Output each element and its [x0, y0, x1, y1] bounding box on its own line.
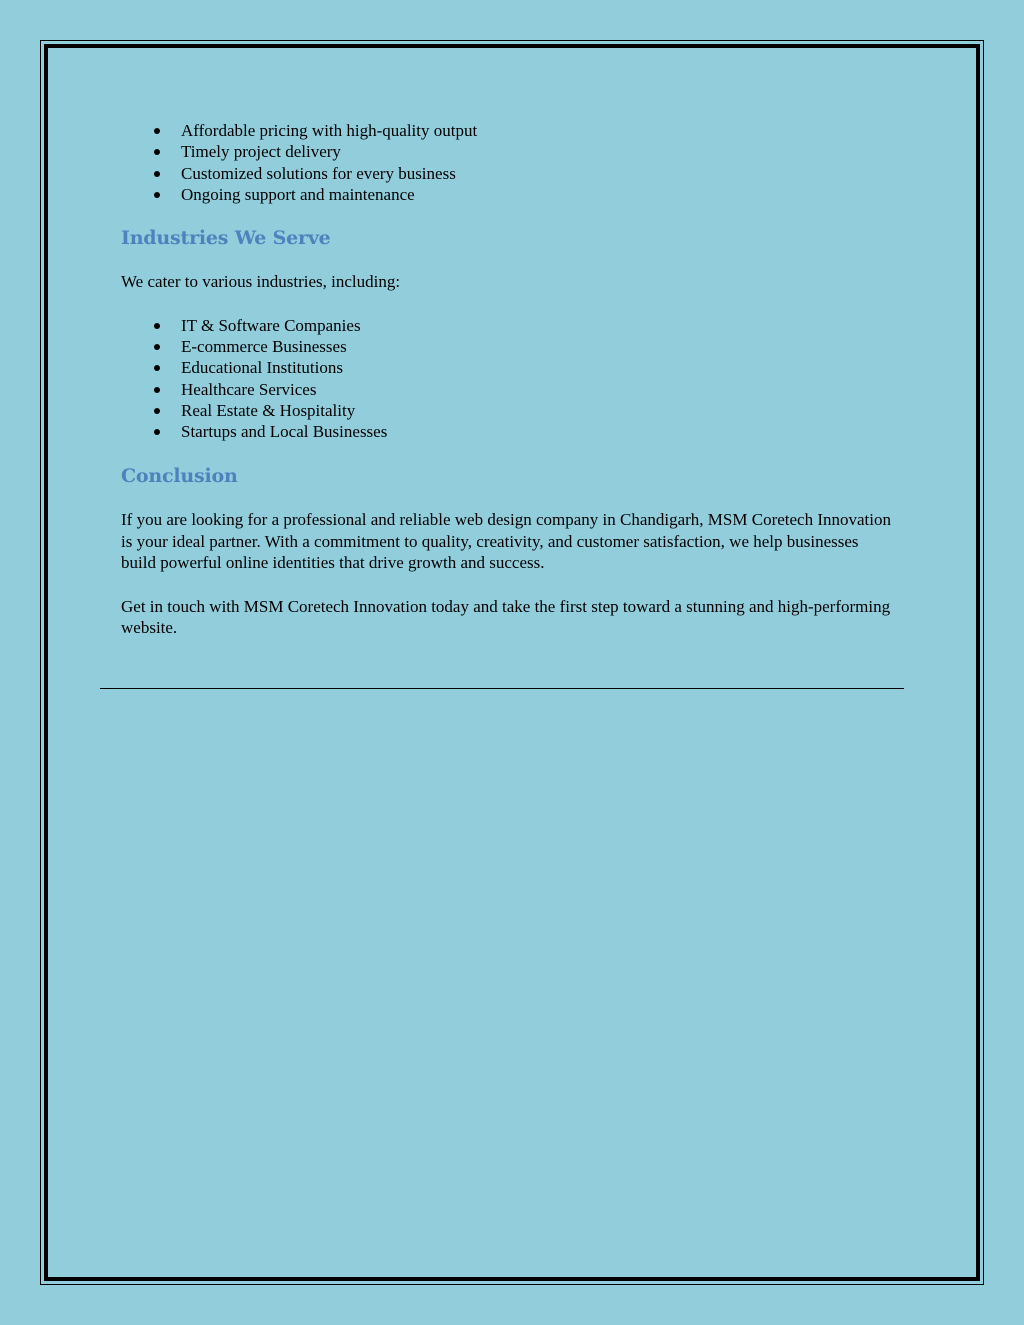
list-item-text: Startups and Local Businesses: [181, 422, 388, 442]
list-item: [121, 400, 911, 421]
list-item-text: Healthcare Services: [181, 379, 317, 399]
list-item: [121, 336, 911, 357]
bullet-icon: [154, 387, 160, 393]
horizontal-rule: [100, 688, 904, 689]
industries-intro: We cater to various industries, including:: [121, 272, 401, 292]
bullet-icon: [154, 171, 160, 177]
list-item: [121, 379, 911, 400]
bullet-icon: [154, 365, 160, 371]
bullet-icon: [154, 192, 160, 198]
list-item: [121, 421, 911, 442]
industries-heading: Industries We Serve: [121, 227, 331, 250]
document-content: [121, 120, 911, 639]
list-item: [121, 357, 911, 378]
list-item-text: IT & Software Companies: [181, 315, 361, 335]
bullet-icon: [154, 323, 160, 329]
list-item: [121, 315, 911, 336]
conclusion-paragraph-1: If you are looking for a professional and reliable web design company in Chandigarh, MSM Coretech Innovation is your ideal partner. With a commitment to quality, creativity, and customer satisfaction, we help businesses build powerful online identities that drive growth and success.: [121, 510, 891, 573]
conclusion-heading: Conclusion: [121, 465, 238, 488]
bullet-icon: [154, 344, 160, 350]
bullet-icon: [154, 149, 160, 155]
list-item: [121, 120, 911, 141]
list-item-text: E-commerce Businesses: [181, 336, 347, 356]
list-item-text: Educational Institutions: [181, 358, 343, 378]
list-item-text: Customized solutions for every business: [181, 163, 456, 183]
industries-list: [121, 315, 911, 443]
benefits-list: [121, 120, 911, 205]
list-item-text: Timely project delivery: [181, 142, 341, 162]
list-item-text: Ongoing support and maintenance: [181, 184, 415, 204]
list-item: [121, 184, 911, 205]
bullet-icon: [154, 128, 160, 134]
conclusion-paragraph-2: Get in touch with MSM Coretech Innovation today and take the first step toward a stunning and high-performing website.: [121, 596, 891, 638]
bullet-icon: [154, 429, 160, 435]
list-item: [121, 141, 911, 162]
list-item: [121, 163, 911, 184]
list-item-text: Affordable pricing with high-quality output: [181, 121, 478, 140]
bullet-icon: [154, 408, 160, 414]
list-item-text: Real Estate & Hospitality: [181, 400, 356, 420]
